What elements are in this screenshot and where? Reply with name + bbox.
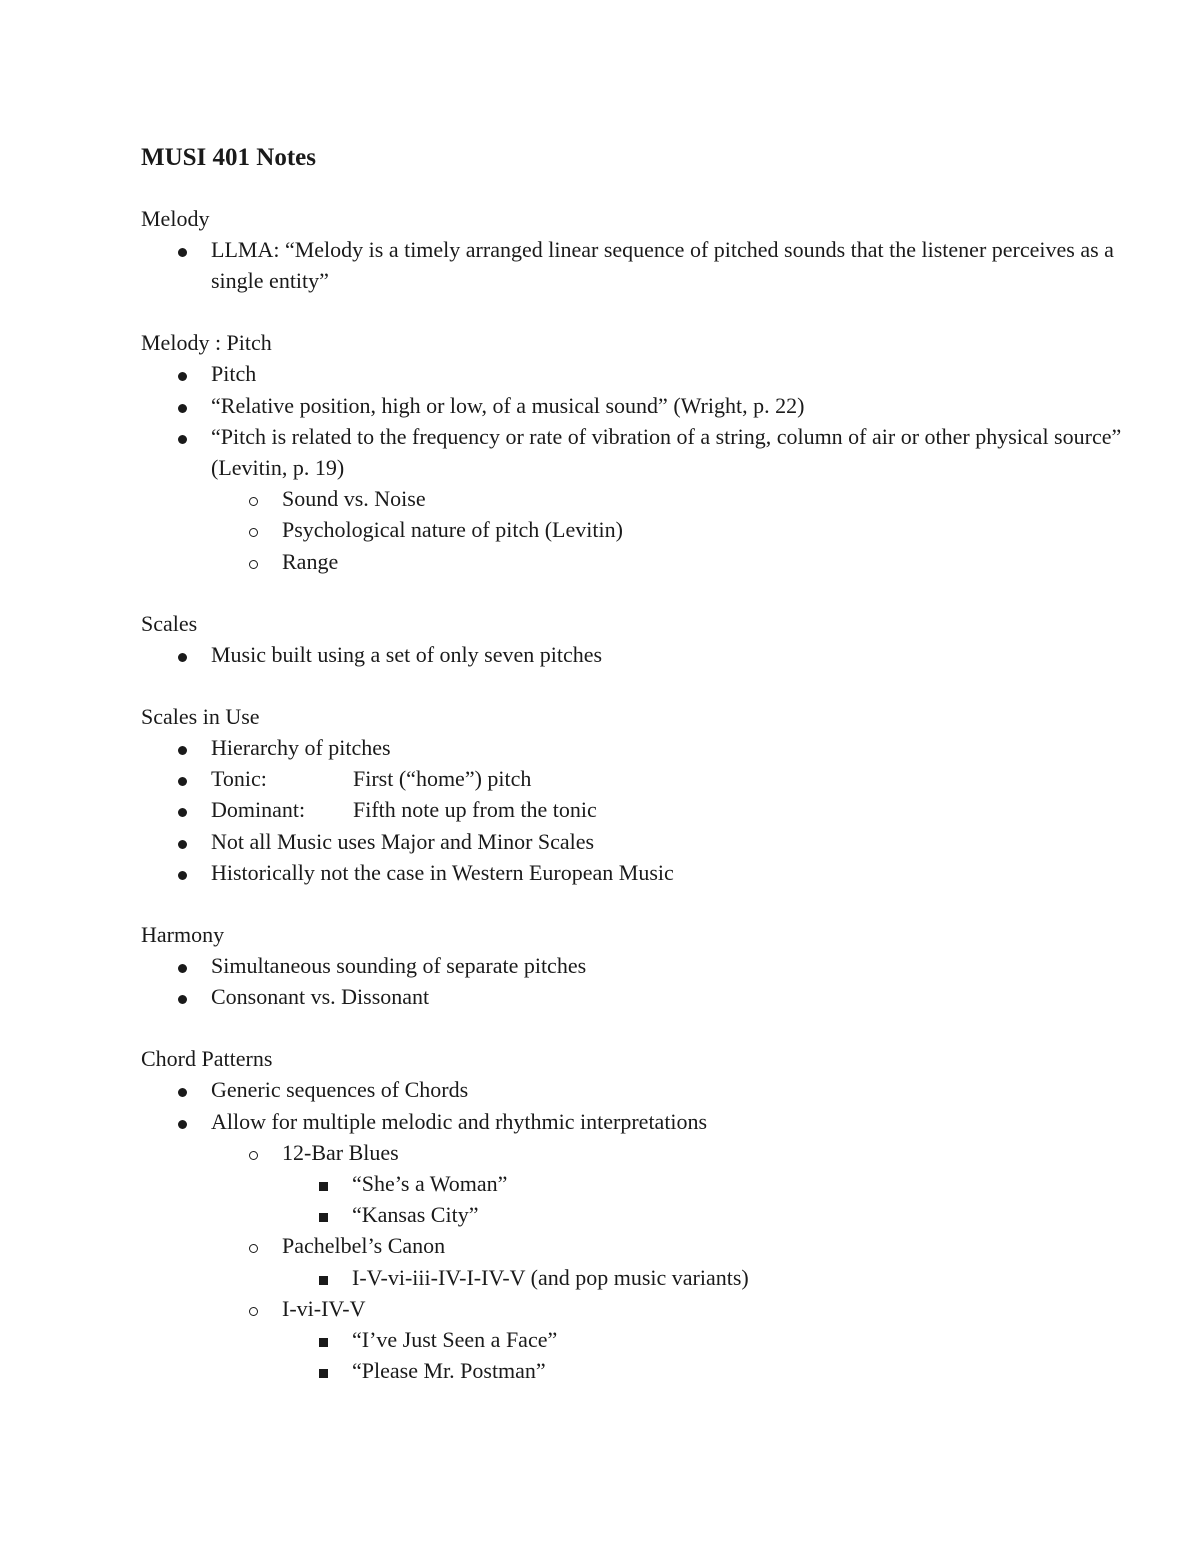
- list-item: Historically not the case in Western European Music: [141, 857, 1141, 888]
- term-label: Dominant:: [211, 797, 306, 823]
- list-subitem: 12-Bar Blues: [141, 1137, 1141, 1168]
- list-item: Hierarchy of pitches: [141, 732, 1141, 763]
- bullet-square-icon: [319, 1324, 328, 1355]
- page-title: MUSI 401 Notes: [141, 144, 316, 171]
- term-definition: First (“home”) pitch: [353, 766, 532, 792]
- bullet-dot-icon: [178, 234, 187, 265]
- bullet-dot-icon: [178, 639, 187, 670]
- bullet-list: [141, 234, 1141, 296]
- list-subitem: Pachelbel’s Canon: [141, 1230, 1141, 1261]
- bullet-list: [141, 358, 1141, 576]
- bullet-list: [141, 950, 1141, 1012]
- list-item: Simultaneous sounding of separate pitches: [141, 950, 1141, 981]
- list-subitem: Range: [141, 546, 1141, 577]
- list-subsubitem: “I’ve Just Seen a Face”: [141, 1324, 1141, 1355]
- list-item: “Pitch is related to the frequency or rate of vibration of a string, column of air or other physical source” (Levitin, p. 19): [141, 421, 1141, 483]
- bullet-dot-icon: [178, 421, 187, 452]
- section-heading: Melody : Pitch: [141, 330, 272, 356]
- bullet-dot-icon: [178, 950, 187, 981]
- bullet-dot-icon: [178, 732, 187, 763]
- bullet-circle-icon: [249, 1137, 258, 1168]
- list-item: [141, 763, 1141, 794]
- section-scales-in-use: [141, 701, 1141, 888]
- section-chord-patterns: [141, 1043, 1141, 1386]
- bullet-circle-icon: [249, 546, 258, 577]
- bullet-circle-icon: [249, 483, 258, 514]
- list-item: LLMA: “Melody is a timely arranged linear sequence of pitched sounds that the listener perceives as a single entity”: [141, 234, 1141, 296]
- bullet-square-icon: [319, 1262, 328, 1293]
- list-subitem: Sound vs. Noise: [141, 483, 1141, 514]
- bullet-dot-icon: [178, 1106, 187, 1137]
- list-subitem: Psychological nature of pitch (Levitin): [141, 514, 1141, 545]
- bullet-dot-icon: [178, 826, 187, 857]
- list-item: Consonant vs. Dissonant: [141, 981, 1141, 1012]
- bullet-circle-icon: [249, 514, 258, 545]
- list-item: Allow for multiple melodic and rhythmic interpretations: [141, 1106, 1141, 1137]
- list-item: Not all Music uses Major and Minor Scales: [141, 826, 1141, 857]
- list-item: Pitch: [141, 358, 1141, 389]
- bullet-circle-icon: [249, 1230, 258, 1261]
- list-item: Generic sequences of Chords: [141, 1074, 1141, 1105]
- list-subsubitem: “She’s a Woman”: [141, 1168, 1141, 1199]
- section-melody: [141, 203, 1141, 296]
- list-subitem: I-vi-IV-V: [141, 1293, 1141, 1324]
- list-subsubitem: “Kansas City”: [141, 1199, 1141, 1230]
- bullet-square-icon: [319, 1168, 328, 1199]
- bullet-list: [141, 732, 1141, 888]
- bullet-dot-icon: [178, 1074, 187, 1105]
- document-page: [141, 140, 1141, 1417]
- bullet-dot-icon: [178, 358, 187, 389]
- list-item: Music built using a set of only seven pitches: [141, 639, 1141, 670]
- bullet-dot-icon: [178, 794, 187, 825]
- section-harmony: [141, 919, 1141, 1012]
- bullet-dot-icon: [178, 763, 187, 794]
- bullet-circle-icon: [249, 1293, 258, 1324]
- bullet-dot-icon: [178, 390, 187, 421]
- bullet-dot-icon: [178, 857, 187, 888]
- bullet-list: [141, 639, 1141, 670]
- list-subsubitem: “Please Mr. Postman”: [141, 1355, 1141, 1386]
- section-heading: Harmony: [141, 922, 225, 948]
- bullet-square-icon: [319, 1199, 328, 1230]
- section-heading: Scales in Use: [141, 704, 260, 730]
- section-heading: Scales: [141, 610, 198, 636]
- section-pitch: [141, 327, 1141, 576]
- bullet-square-icon: [319, 1355, 328, 1386]
- list-item: “Relative position, high or low, of a musical sound” (Wright, p. 22): [141, 390, 1141, 421]
- section-heading: Chord Patterns: [141, 1046, 273, 1072]
- list-subsubitem: I-V-vi-iii-IV-I-IV-V (and pop music variants): [141, 1262, 1141, 1293]
- list-item: [141, 794, 1141, 825]
- bullet-list: [141, 1074, 1141, 1386]
- term-label: Tonic:: [211, 766, 267, 792]
- term-definition: Fifth note up from the tonic: [353, 797, 597, 823]
- bullet-dot-icon: [178, 981, 187, 1012]
- section-scales: [141, 608, 1141, 670]
- section-heading: Melody: [141, 206, 210, 231]
